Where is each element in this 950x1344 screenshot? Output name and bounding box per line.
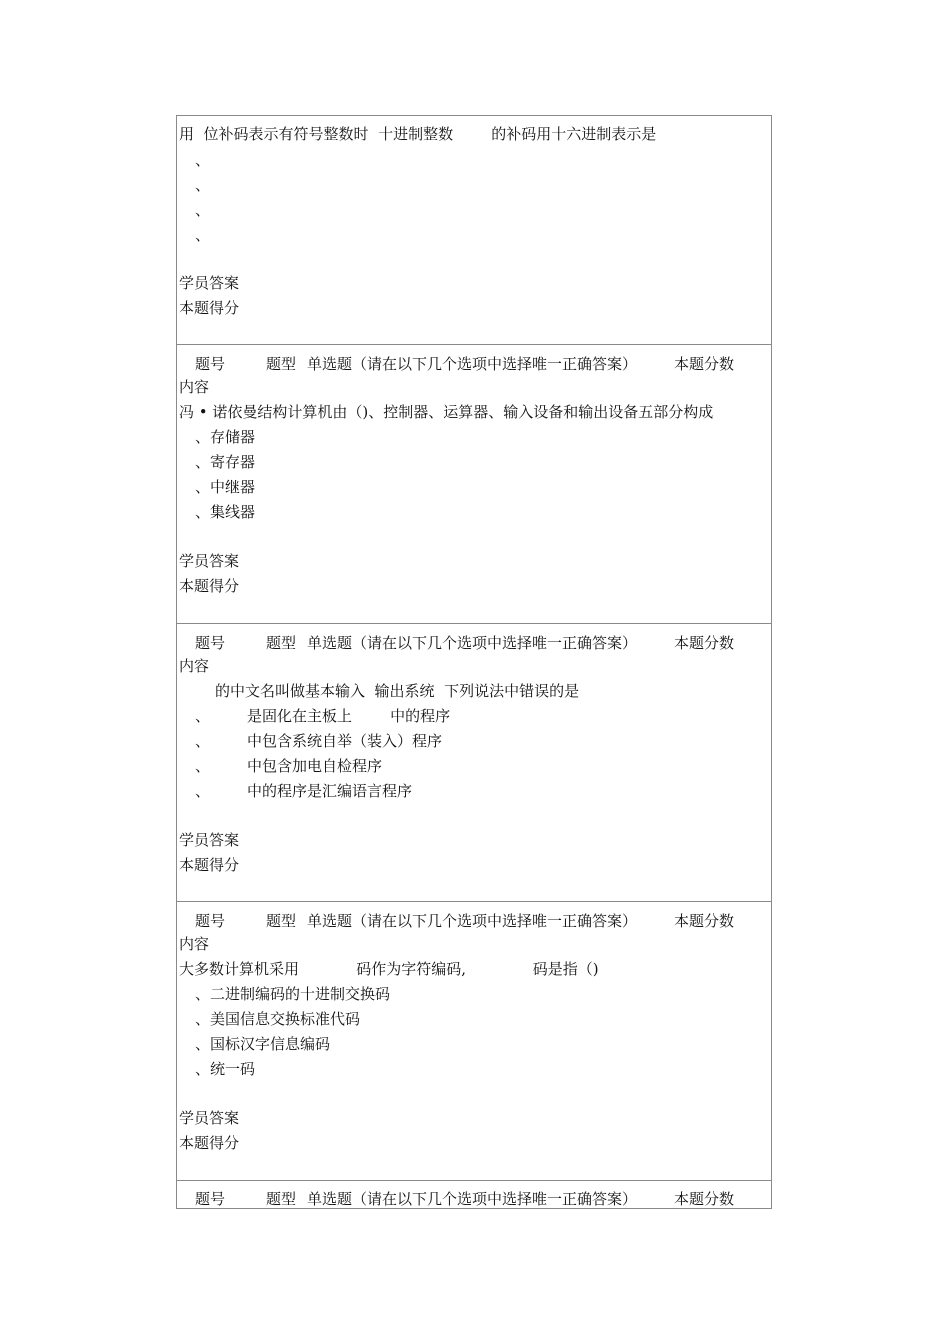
option-a: 是固化在主板上 中的程序 [247, 707, 451, 725]
option-b-marker: 、 [195, 732, 211, 750]
question-points-label: 本题分数 [674, 1190, 735, 1208]
question-number-label: 题号 [195, 355, 226, 373]
question-text: 大多数计算机采用 码作为字符编码, 码是指（) [179, 960, 599, 978]
question-5 [177, 1181, 771, 1208]
question-type-value: 单选题（请在以下几个选项中选择唯一正确答案） [307, 912, 638, 930]
option-b: 、 [195, 176, 211, 194]
question-score-label: 本题得分 [179, 856, 240, 874]
question-type-label: 题型 [266, 1190, 297, 1208]
option-d: 、集线器 [195, 503, 256, 521]
question-points-label: 本题分数 [674, 355, 735, 373]
question-text: 冯 • 诺依曼结构计算机由（)、控制器、运算器、输入设备和输出设备五部分构成 [179, 403, 714, 421]
option-c: 、 [195, 201, 211, 219]
option-a-marker: 、 [195, 707, 211, 725]
content-label: 内容 [179, 657, 210, 675]
question-score-label: 本题得分 [179, 1134, 240, 1152]
option-a: 、 [195, 151, 211, 169]
option-c: 、国标汉字信息编码 [195, 1035, 331, 1053]
question-type-label: 题型 [266, 355, 297, 373]
question-points-label: 本题分数 [674, 634, 735, 652]
question-number-label: 题号 [195, 912, 226, 930]
question-text: 的中文名叫做基本输入 输出系统 下列说法中错误的是 [215, 682, 580, 700]
question-1 [177, 116, 771, 345]
question-number-label: 题号 [195, 634, 226, 652]
question-number-label: 题号 [195, 1190, 226, 1208]
option-d-marker: 、 [195, 782, 211, 800]
question-score-label: 本题得分 [179, 577, 240, 595]
question-points-label: 本题分数 [674, 912, 735, 930]
option-c-marker: 、 [195, 757, 211, 775]
option-b: 中包含系统自举（装入）程序 [247, 732, 443, 750]
student-answer-label: 学员答案 [179, 274, 240, 292]
question-score-label: 本题得分 [179, 299, 240, 317]
question-4 [177, 902, 771, 1181]
option-b: 、寄存器 [195, 453, 256, 471]
option-c: 、中继器 [195, 478, 256, 496]
question-2 [177, 345, 771, 624]
question-type-label: 题型 [266, 634, 297, 652]
option-a: 、二进制编码的十进制交换码 [195, 985, 391, 1003]
content-label: 内容 [179, 935, 210, 953]
student-answer-label: 学员答案 [179, 831, 240, 849]
content-label: 内容 [179, 378, 210, 396]
question-type-value: 单选题（请在以下几个选项中选择唯一正确答案） [307, 1190, 638, 1208]
option-b: 、美国信息交换标准代码 [195, 1010, 361, 1028]
student-answer-label: 学员答案 [179, 1109, 240, 1127]
student-answer-label: 学员答案 [179, 552, 240, 570]
option-d: 、统一码 [195, 1060, 256, 1078]
option-d: 、 [195, 226, 211, 244]
question-type-value: 单选题（请在以下几个选项中选择唯一正确答案） [307, 634, 638, 652]
option-d: 中的程序是汇编语言程序 [247, 782, 413, 800]
question-type-label: 题型 [266, 912, 297, 930]
question-3 [177, 624, 771, 902]
exam-sheet [176, 115, 772, 1209]
question-text: 用 位补码表示有符号整数时 十进制整数 的补码用十六进制表示是 [179, 125, 657, 143]
option-c: 中包含加电自检程序 [247, 757, 383, 775]
question-type-value: 单选题（请在以下几个选项中选择唯一正确答案） [307, 355, 638, 373]
option-a: 、存储器 [195, 428, 256, 446]
